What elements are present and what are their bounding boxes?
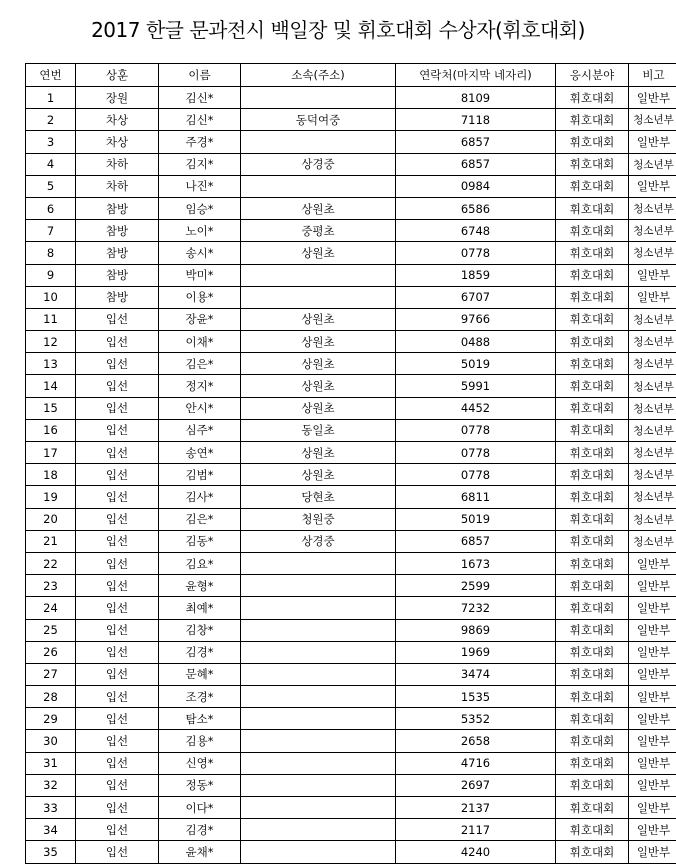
- cell-name: 김은*: [159, 508, 241, 530]
- cell-affiliation: 상원초: [241, 242, 396, 264]
- cell-contact: 5019: [396, 508, 556, 530]
- cell-note: 청소년부: [629, 353, 676, 375]
- cell-contact: 6748: [396, 220, 556, 242]
- cell-award: 참방: [76, 286, 159, 308]
- cell-category: 휘호대회: [556, 153, 629, 175]
- cell-name: 이다*: [159, 797, 241, 819]
- table-row: [26, 797, 676, 819]
- awards-table: [25, 63, 676, 864]
- cell-number: 20: [26, 508, 76, 530]
- cell-contact: 3474: [396, 663, 556, 685]
- cell-contact: 9869: [396, 619, 556, 641]
- cell-contact: 9766: [396, 308, 556, 330]
- cell-number: 4: [26, 153, 76, 175]
- cell-note: 청소년부: [629, 375, 676, 397]
- cell-contact: 0778: [396, 242, 556, 264]
- cell-category: 휘호대회: [556, 175, 629, 197]
- cell-award: 참방: [76, 264, 159, 286]
- cell-note: 일반부: [629, 708, 676, 730]
- cell-contact: 0778: [396, 464, 556, 486]
- cell-award: 입선: [76, 486, 159, 508]
- cell-award: 입선: [76, 308, 159, 330]
- cell-number: 15: [26, 397, 76, 419]
- cell-name: 김지*: [159, 153, 241, 175]
- cell-affiliation: [241, 686, 396, 708]
- cell-affiliation: 상경중: [241, 530, 396, 552]
- cell-affiliation: [241, 819, 396, 841]
- cell-contact: 4716: [396, 752, 556, 774]
- table-row: [26, 197, 676, 219]
- col-header-award: 상훈: [76, 64, 159, 87]
- table-row: [26, 686, 676, 708]
- table-row: [26, 552, 676, 574]
- cell-award: 입선: [76, 619, 159, 641]
- cell-number: 8: [26, 242, 76, 264]
- table-row: [26, 353, 676, 375]
- col-header-affiliation: 소속(주소): [241, 64, 396, 87]
- cell-category: 휘호대회: [556, 87, 629, 109]
- cell-award: 입선: [76, 597, 159, 619]
- cell-contact: 5019: [396, 353, 556, 375]
- cell-number: 13: [26, 353, 76, 375]
- cell-name: 탐소*: [159, 708, 241, 730]
- cell-affiliation: 상원초: [241, 331, 396, 353]
- cell-category: 휘호대회: [556, 308, 629, 330]
- cell-award: 입선: [76, 797, 159, 819]
- table-row: [26, 575, 676, 597]
- cell-award: 참방: [76, 220, 159, 242]
- table-row: [26, 530, 676, 552]
- cell-name: 임승*: [159, 197, 241, 219]
- cell-award: 차상: [76, 131, 159, 153]
- table-row: [26, 486, 676, 508]
- cell-number: 9: [26, 264, 76, 286]
- cell-contact: 5991: [396, 375, 556, 397]
- cell-award: 입선: [76, 774, 159, 796]
- cell-number: 6: [26, 197, 76, 219]
- cell-affiliation: [241, 264, 396, 286]
- cell-affiliation: [241, 708, 396, 730]
- cell-number: 3: [26, 131, 76, 153]
- cell-number: 12: [26, 331, 76, 353]
- cell-award: 입선: [76, 464, 159, 486]
- cell-category: 휘호대회: [556, 264, 629, 286]
- cell-note: 청소년부: [629, 308, 676, 330]
- cell-affiliation: [241, 87, 396, 109]
- cell-category: 휘호대회: [556, 841, 629, 863]
- cell-number: 7: [26, 220, 76, 242]
- cell-name: 김경*: [159, 819, 241, 841]
- cell-note: 청소년부: [629, 486, 676, 508]
- cell-category: 휘호대회: [556, 641, 629, 663]
- cell-award: 입선: [76, 442, 159, 464]
- cell-category: 휘호대회: [556, 774, 629, 796]
- cell-note: 일반부: [629, 797, 676, 819]
- cell-affiliation: [241, 597, 396, 619]
- cell-number: 2: [26, 109, 76, 131]
- cell-contact: 6586: [396, 197, 556, 219]
- table-row: [26, 308, 676, 330]
- cell-contact: 6857: [396, 131, 556, 153]
- cell-affiliation: 상원초: [241, 353, 396, 375]
- cell-affiliation: [241, 752, 396, 774]
- cell-award: 차하: [76, 153, 159, 175]
- cell-note: 일반부: [629, 641, 676, 663]
- cell-note: 일반부: [629, 597, 676, 619]
- cell-name: 김용*: [159, 730, 241, 752]
- cell-note: 일반부: [629, 819, 676, 841]
- cell-name: 노이*: [159, 220, 241, 242]
- cell-note: 일반부: [629, 175, 676, 197]
- cell-category: 휘호대회: [556, 752, 629, 774]
- cell-number: 17: [26, 442, 76, 464]
- cell-category: 휘호대회: [556, 464, 629, 486]
- cell-affiliation: [241, 797, 396, 819]
- cell-name: 송연*: [159, 442, 241, 464]
- cell-affiliation: [241, 175, 396, 197]
- table-row: [26, 819, 676, 841]
- cell-affiliation: [241, 663, 396, 685]
- cell-category: 휘호대회: [556, 552, 629, 574]
- cell-number: 27: [26, 663, 76, 685]
- cell-affiliation: 상원초: [241, 442, 396, 464]
- cell-affiliation: 중평초: [241, 220, 396, 242]
- cell-number: 24: [26, 597, 76, 619]
- table-header-row: [26, 64, 676, 87]
- cell-name: 심주*: [159, 419, 241, 441]
- cell-note: 청소년부: [629, 197, 676, 219]
- cell-category: 휘호대회: [556, 375, 629, 397]
- table-row: [26, 752, 676, 774]
- cell-number: 19: [26, 486, 76, 508]
- cell-affiliation: 상원초: [241, 464, 396, 486]
- table-row: [26, 175, 676, 197]
- cell-affiliation: 상원초: [241, 197, 396, 219]
- cell-affiliation: 상원초: [241, 375, 396, 397]
- table-row: [26, 87, 676, 109]
- table-row: [26, 464, 676, 486]
- col-header-contact: 연락처(마지막 네자리): [396, 64, 556, 87]
- cell-name: 장윤*: [159, 308, 241, 330]
- cell-award: 입선: [76, 419, 159, 441]
- cell-category: 휘호대회: [556, 286, 629, 308]
- cell-name: 김신*: [159, 87, 241, 109]
- cell-contact: 4452: [396, 397, 556, 419]
- cell-number: 25: [26, 619, 76, 641]
- cell-affiliation: [241, 774, 396, 796]
- cell-contact: 7232: [396, 597, 556, 619]
- cell-contact: 0984: [396, 175, 556, 197]
- cell-award: 입선: [76, 708, 159, 730]
- cell-number: 33: [26, 797, 76, 819]
- cell-name: 이채*: [159, 331, 241, 353]
- cell-contact: 7118: [396, 109, 556, 131]
- cell-name: 정지*: [159, 375, 241, 397]
- cell-note: 일반부: [629, 131, 676, 153]
- cell-name: 김신*: [159, 109, 241, 131]
- cell-name: 정동*: [159, 774, 241, 796]
- cell-award: 입선: [76, 552, 159, 574]
- col-header-name: 이름: [159, 64, 241, 87]
- cell-category: 휘호대회: [556, 397, 629, 419]
- cell-category: 휘호대회: [556, 109, 629, 131]
- cell-number: 34: [26, 819, 76, 841]
- cell-note: 청소년부: [629, 419, 676, 441]
- cell-award: 참방: [76, 197, 159, 219]
- col-header-number: 연번: [26, 64, 76, 87]
- cell-contact: 0778: [396, 442, 556, 464]
- table-row: [26, 286, 676, 308]
- cell-award: 입선: [76, 530, 159, 552]
- cell-category: 휘호대회: [556, 220, 629, 242]
- cell-affiliation: [241, 641, 396, 663]
- cell-contact: 1859: [396, 264, 556, 286]
- cell-name: 김범*: [159, 464, 241, 486]
- cell-number: 18: [26, 464, 76, 486]
- cell-number: 10: [26, 286, 76, 308]
- cell-name: 이용*: [159, 286, 241, 308]
- cell-note: 청소년부: [629, 508, 676, 530]
- cell-award: 입선: [76, 375, 159, 397]
- cell-number: 29: [26, 708, 76, 730]
- cell-category: 휘호대회: [556, 575, 629, 597]
- table-row: [26, 508, 676, 530]
- cell-contact: 6857: [396, 153, 556, 175]
- cell-affiliation: 동일초: [241, 419, 396, 441]
- cell-note: 일반부: [629, 663, 676, 685]
- cell-number: 31: [26, 752, 76, 774]
- cell-award: 입선: [76, 508, 159, 530]
- cell-number: 1: [26, 87, 76, 109]
- cell-affiliation: 청원중: [241, 508, 396, 530]
- table-row: [26, 264, 676, 286]
- cell-category: 휘호대회: [556, 597, 629, 619]
- cell-name: 김경*: [159, 641, 241, 663]
- cell-name: 윤채*: [159, 841, 241, 863]
- cell-name: 송시*: [159, 242, 241, 264]
- cell-affiliation: [241, 619, 396, 641]
- table-row: [26, 131, 676, 153]
- cell-affiliation: [241, 841, 396, 863]
- cell-number: 11: [26, 308, 76, 330]
- cell-category: 휘호대회: [556, 619, 629, 641]
- cell-award: 입선: [76, 730, 159, 752]
- table-row: [26, 331, 676, 353]
- cell-note: 청소년부: [629, 331, 676, 353]
- table-row: [26, 242, 676, 264]
- cell-contact: 1673: [396, 552, 556, 574]
- cell-note: 청소년부: [629, 530, 676, 552]
- cell-category: 휘호대회: [556, 730, 629, 752]
- cell-category: 휘호대회: [556, 197, 629, 219]
- cell-name: 최예*: [159, 597, 241, 619]
- cell-affiliation: [241, 575, 396, 597]
- cell-award: 장원: [76, 87, 159, 109]
- cell-name: 윤형*: [159, 575, 241, 597]
- cell-category: 휘호대회: [556, 419, 629, 441]
- cell-category: 휘호대회: [556, 331, 629, 353]
- table-row: [26, 619, 676, 641]
- table-row: [26, 397, 676, 419]
- table-row: [26, 841, 676, 863]
- cell-award: 입선: [76, 752, 159, 774]
- cell-affiliation: 상경중: [241, 153, 396, 175]
- cell-number: 26: [26, 641, 76, 663]
- cell-affiliation: 상원초: [241, 397, 396, 419]
- cell-contact: 4240: [396, 841, 556, 863]
- cell-affiliation: [241, 286, 396, 308]
- cell-affiliation: [241, 730, 396, 752]
- cell-note: 일반부: [629, 841, 676, 863]
- table-body: [26, 87, 676, 864]
- page-title: 2017 한글 문과전시 백일장 및 휘호대회 수상자(휘호대회): [0, 14, 676, 43]
- cell-name: 나진*: [159, 175, 241, 197]
- cell-name: 문혜*: [159, 663, 241, 685]
- cell-category: 휘호대회: [556, 708, 629, 730]
- cell-number: 16: [26, 419, 76, 441]
- cell-award: 입선: [76, 353, 159, 375]
- cell-award: 입선: [76, 819, 159, 841]
- cell-contact: 6707: [396, 286, 556, 308]
- cell-number: 22: [26, 552, 76, 574]
- cell-category: 휘호대회: [556, 486, 629, 508]
- cell-name: 김은*: [159, 353, 241, 375]
- cell-category: 휘호대회: [556, 530, 629, 552]
- cell-affiliation: 상원초: [241, 308, 396, 330]
- cell-contact: 2117: [396, 819, 556, 841]
- cell-name: 주경*: [159, 131, 241, 153]
- cell-name: 김창*: [159, 619, 241, 641]
- table-row: [26, 774, 676, 796]
- cell-note: 청소년부: [629, 464, 676, 486]
- cell-number: 14: [26, 375, 76, 397]
- cell-contact: 6811: [396, 486, 556, 508]
- cell-affiliation: 당현초: [241, 486, 396, 508]
- cell-contact: 1969: [396, 641, 556, 663]
- cell-note: 일반부: [629, 552, 676, 574]
- cell-name: 김요*: [159, 552, 241, 574]
- cell-number: 35: [26, 841, 76, 863]
- cell-award: 입선: [76, 686, 159, 708]
- table-row: [26, 641, 676, 663]
- cell-note: 일반부: [629, 286, 676, 308]
- cell-contact: 2137: [396, 797, 556, 819]
- cell-award: 차하: [76, 175, 159, 197]
- table-row: [26, 597, 676, 619]
- table-row: [26, 375, 676, 397]
- table-row: [26, 153, 676, 175]
- table-row: [26, 442, 676, 464]
- cell-category: 휘호대회: [556, 508, 629, 530]
- cell-number: 32: [26, 774, 76, 796]
- cell-category: 휘호대회: [556, 353, 629, 375]
- cell-category: 휘호대회: [556, 819, 629, 841]
- cell-note: 청소년부: [629, 242, 676, 264]
- cell-contact: 1535: [396, 686, 556, 708]
- cell-note: 일반부: [629, 752, 676, 774]
- cell-award: 입선: [76, 641, 159, 663]
- cell-note: 청소년부: [629, 397, 676, 419]
- cell-number: 30: [26, 730, 76, 752]
- cell-name: 조경*: [159, 686, 241, 708]
- cell-name: 김사*: [159, 486, 241, 508]
- cell-number: 21: [26, 530, 76, 552]
- cell-name: 김동*: [159, 530, 241, 552]
- cell-category: 휘호대회: [556, 442, 629, 464]
- table-row: [26, 663, 676, 685]
- cell-affiliation: [241, 131, 396, 153]
- cell-contact: 0778: [396, 419, 556, 441]
- cell-contact: 2599: [396, 575, 556, 597]
- cell-note: 일반부: [629, 575, 676, 597]
- col-header-category: 응시분야: [556, 64, 629, 87]
- cell-affiliation: 동덕여중: [241, 109, 396, 131]
- cell-category: 휘호대회: [556, 663, 629, 685]
- cell-award: 참방: [76, 242, 159, 264]
- cell-award: 입선: [76, 841, 159, 863]
- cell-award: 입선: [76, 663, 159, 685]
- cell-affiliation: [241, 552, 396, 574]
- cell-note: 청소년부: [629, 442, 676, 464]
- cell-category: 휘호대회: [556, 686, 629, 708]
- cell-note: 청소년부: [629, 153, 676, 175]
- cell-note: 일반부: [629, 730, 676, 752]
- cell-note: 일반부: [629, 686, 676, 708]
- table-row: [26, 109, 676, 131]
- table-row: [26, 730, 676, 752]
- table-row: [26, 419, 676, 441]
- cell-contact: 6857: [396, 530, 556, 552]
- cell-category: 휘호대회: [556, 242, 629, 264]
- cell-contact: 2658: [396, 730, 556, 752]
- cell-contact: 2697: [396, 774, 556, 796]
- col-header-note: 비고: [629, 64, 676, 87]
- cell-award: 차상: [76, 109, 159, 131]
- cell-name: 신영*: [159, 752, 241, 774]
- cell-note: 일반부: [629, 264, 676, 286]
- cell-number: 5: [26, 175, 76, 197]
- cell-number: 28: [26, 686, 76, 708]
- cell-category: 휘호대회: [556, 131, 629, 153]
- cell-number: 23: [26, 575, 76, 597]
- cell-award: 입선: [76, 331, 159, 353]
- cell-name: 안시*: [159, 397, 241, 419]
- cell-contact: 8109: [396, 87, 556, 109]
- cell-contact: 5352: [396, 708, 556, 730]
- cell-note: 일반부: [629, 87, 676, 109]
- cell-note: 청소년부: [629, 109, 676, 131]
- cell-name: 박미*: [159, 264, 241, 286]
- cell-award: 입선: [76, 397, 159, 419]
- cell-note: 청소년부: [629, 220, 676, 242]
- table-row: [26, 220, 676, 242]
- cell-note: 일반부: [629, 774, 676, 796]
- cell-note: 일반부: [629, 619, 676, 641]
- cell-contact: 0488: [396, 331, 556, 353]
- cell-award: 입선: [76, 575, 159, 597]
- table-row: [26, 708, 676, 730]
- cell-category: 휘호대회: [556, 797, 629, 819]
